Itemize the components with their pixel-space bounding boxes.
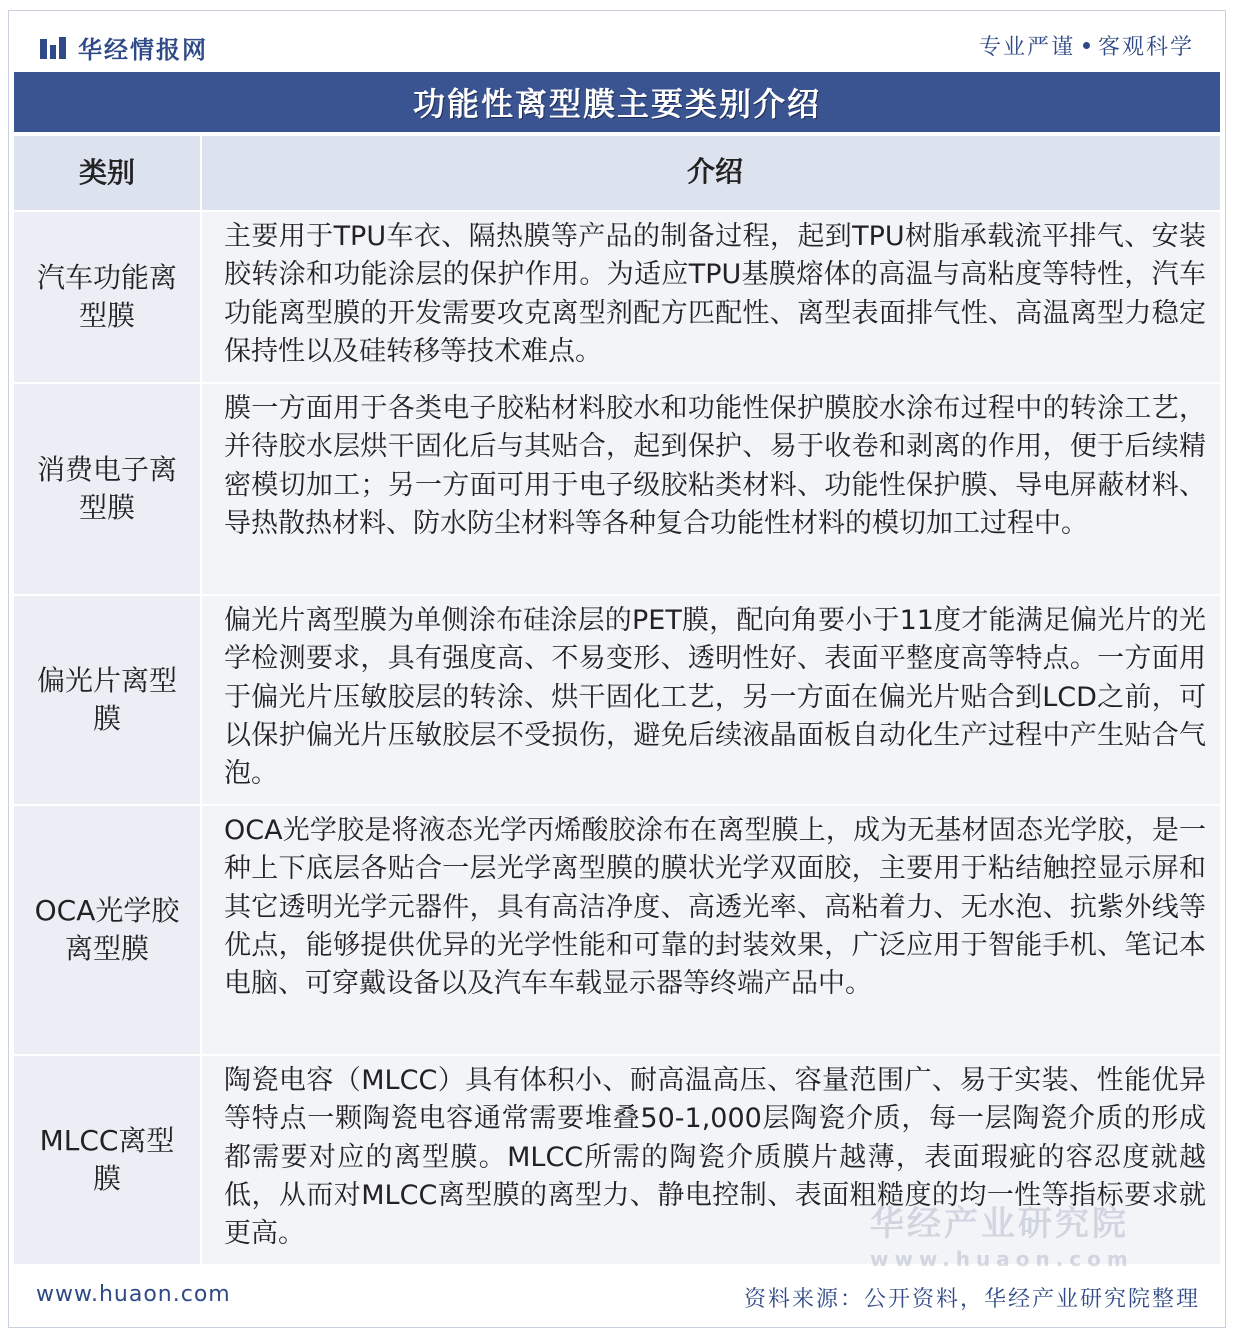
- column-header-category: 类别: [14, 136, 202, 210]
- category-cell: OCA光学胶离型膜: [14, 806, 202, 1054]
- table-row: [14, 212, 1220, 384]
- column-header-description: 介绍: [202, 136, 1220, 210]
- slogan-right: 客观科学: [1097, 35, 1194, 60]
- description-cell: 膜一方面用于各类电子胶粘材料胶水和功能性保护膜胶水涂布过程中的转涂工艺，并待胶水层烘干固化后与其贴合，起到保护、易于收卷和剥离的作用，便于后续精密模切加工；另一方面可用于电子级胶粘类材料、功能性保护膜、导电屏蔽材料、导热散热材料、防水防尘材料等各种复合功能性材料的模切加工过程中。: [202, 384, 1220, 594]
- category-table: [14, 136, 1220, 1266]
- table-row: [14, 384, 1220, 596]
- table-row: [14, 596, 1220, 806]
- table-row: [14, 1056, 1220, 1266]
- website-link[interactable]: www.huaon.com: [36, 1282, 231, 1307]
- title-bar: [14, 72, 1220, 132]
- brand-logo-icon: [40, 37, 66, 59]
- watermark-url: www.huaon.com: [870, 1247, 1134, 1271]
- description-cell: 陶瓷电容（MLCC）具有体积小、耐高温高压、容量范围广、易于实装、性能优异等特点一颗陶瓷电容通常需要堆叠50-1,000层陶瓷介质，每一层陶瓷介质的形成都需要对应的离型膜。MLCC所需的陶瓷介质膜片越薄，表面瑕疵的容忍度就越低，从而对MLCC离型膜的离型力、静电控制、表面粗糙度的均一性等指标要求就更高。: [202, 1056, 1220, 1264]
- page-title: 功能性离型膜主要类别介绍: [412, 85, 821, 123]
- slogan: [979, 30, 1194, 61]
- brand-name: 华经情报网: [78, 36, 208, 64]
- category-cell: 汽车功能离型膜: [14, 212, 202, 382]
- page-header: [14, 16, 1220, 68]
- description-cell: OCA光学胶是将液态光学丙烯酸胶涂布在离型膜上，成为无基材固态光学胶，是一种上下底层各贴合一层光学离型膜的膜状光学双面胶，主要用于粘结触控显示屏和其它透明光学元器件，具有高洁净度、高透光率、高粘着力、无水泡、抗紫外线等优点，能够提供优异的光学性能和可靠的封装效果，广泛应用于智能手机、笔记本电脑、可穿戴设备以及汽车车载显示器等终端产品中。: [202, 806, 1220, 1054]
- page-footer: [14, 1272, 1220, 1320]
- category-cell: MLCC离型膜: [14, 1056, 202, 1264]
- description-cell: 主要用于TPU车衣、隔热膜等产品的制备过程，起到TPU树脂承载流平排气、安装胶转涂和功能涂层的保护作用。为适应TPU基膜熔体的高温与高粘度等特性，汽车功能离型膜的开发需要攻克离型剂配方匹配性、离型表面排气性、高温离型力稳定保持性以及硅转移等技术难点。: [202, 212, 1220, 382]
- table-row: [14, 806, 1220, 1056]
- watermark-text: 华经产业研究院: [870, 1204, 1129, 1244]
- bullet-dot-icon: [1083, 42, 1090, 49]
- description-cell: 偏光片离型膜为单侧涂布硅涂层的PET膜，配向角要小于11度才能满足偏光片的光学检测要求，具有强度高、不易变形、透明性好、表面平整度高等特点。一方面用于偏光片压敏胶层的转涂、烘干固化工艺，另一方面在偏光片贴合到LCD之前，可以保护偏光片压敏胶层不受损伤，避免后续液晶面板自动化生产过程中产生贴合气泡。: [202, 596, 1220, 804]
- category-cell: 偏光片离型膜: [14, 596, 202, 804]
- source-note: 资料来源：公开资料，华经产业研究院整理: [743, 1287, 1200, 1312]
- category-cell: 消费电子离型膜: [14, 384, 202, 594]
- table-header-row: [14, 136, 1220, 212]
- brand: [40, 30, 208, 65]
- slogan-left: 专业严谨: [978, 35, 1075, 60]
